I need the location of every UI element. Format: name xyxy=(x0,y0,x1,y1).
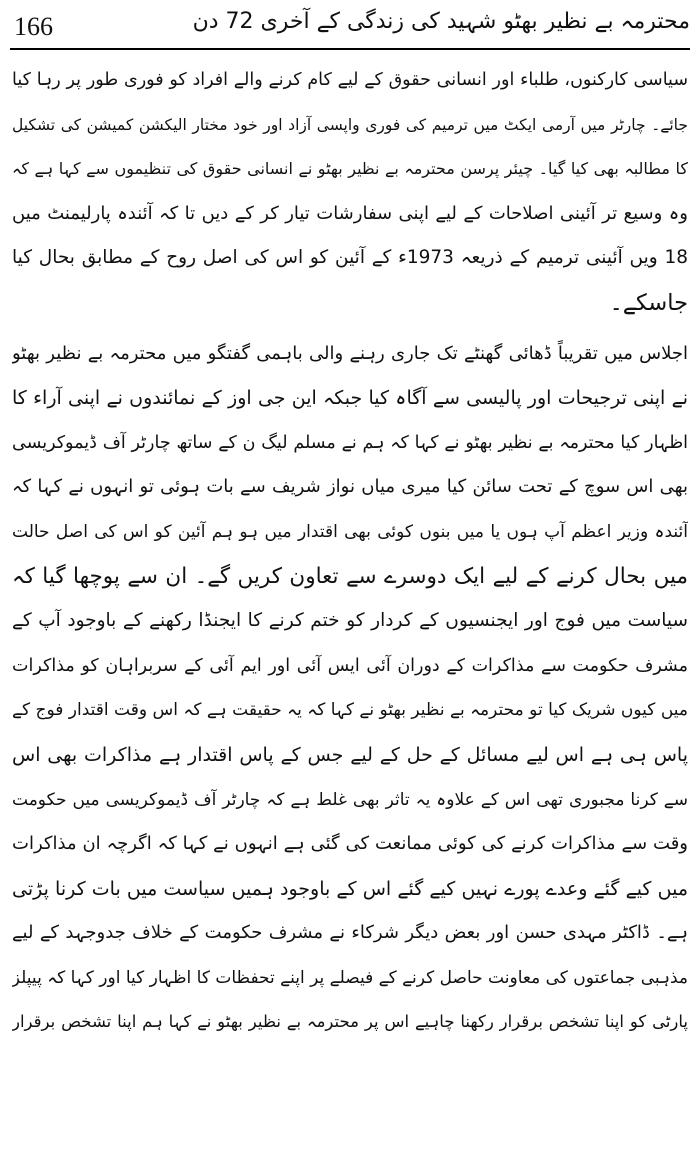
text-line: میں بحال کرنے کے لیے ایک دوسرے سے تعاون کریں گے۔ ان سے پوچھا گیا کہ xyxy=(12,563,688,589)
text-line: سیاست میں فوج اور ایجنسیوں کے کردار کو ختم کرنے کا ایجنڈا رکھنے کے باوجود آپ کے xyxy=(12,610,688,632)
text-line: وہ وسیع تر آئینی اصلاحات کے لیے اپنی سفارشات تیار کر کے دیں تا کہ آئندہ پارلیمنٹ میں xyxy=(12,202,688,224)
text-line: سیاسی کارکنوں، طلباء اور انسانی حقوق کے لیے کام کرنے والے افراد کو فوری طور پر رہا کیا xyxy=(12,70,688,90)
text-line: میں کیوں شریک کیا تو محترمہ بے نظیر بھٹو نے کہا کہ یہ حقیقت ہے کہ اس وقت اقتدار فوج کے xyxy=(12,700,688,721)
paragraph-2 xyxy=(12,332,688,1046)
text-line: بھی اس سوچ کے تحت سائن کیا میری میاں نواز شریف سے بات ہوئی تو انہوں نے کہا کہ xyxy=(12,476,688,498)
text-line: پاس ہی ہے اس لیے مسائل کے حل کے لیے جس کے پاس اقتدار ہے مذاکرات بھی اس xyxy=(12,743,688,766)
text-line: اجلاس میں تقریباً ڈھائی گھنٹے تک جاری رہنے والی باہمی گفتگو میں محترمہ بے نظیر بھٹو xyxy=(12,342,688,364)
text-line: 18 ویں آئینی ترمیم کے ذریعہ 1973ء کے آئین کو اس کی اصل روح کے مطابق بحال کیا xyxy=(12,247,688,269)
text-line: پارٹی کو اپنا تشخص برقرار رکھنا چاہیے اس پر محترمہ بے نظیر بھٹو نے کہا ہم اپنا تشخص برقرار xyxy=(12,1012,688,1032)
page-header xyxy=(10,0,690,50)
text-line: ہے۔ ڈاکٹر مہدی حسن اور بعض دیگر شرکاء نے مشرف حکومت کے خلاف جدوجہد کے لیے xyxy=(12,922,688,944)
text-line: جاسکے۔ xyxy=(609,289,688,316)
text-line: اظہار کیا محترمہ بے نظیر بھٹو نے کہا کہ ہم نے مسلم لیگ ن کے ساتھ چارٹر آف ڈیموکریسی xyxy=(12,432,688,453)
text-line: جائے۔ چارٹر میں آرمی ایکٹ میں ترمیم کی فوری واپسی آزاد اور خود مختار الیکشن کمیشن کی تشکیل xyxy=(12,115,688,134)
text-line: وقت سے مذاکرات کرنے کی کوئی ممانعت کی گئی ہے انہوں نے کہا کہ اگرچہ ان مذاکرات xyxy=(12,833,688,855)
page-number: 166 xyxy=(14,12,53,41)
body-text xyxy=(12,58,688,1045)
text-line: نے اپنی ترجیحات اور پالیسی سے آگاہ کیا جبکہ این جی اوز کے نمائندوں نے اپنی آراء کا xyxy=(12,387,688,410)
running-title: محترمہ بے نظیر بھٹو شہید کی زندگی کے آخری 72 دن xyxy=(192,9,690,34)
text-line: میں کیے گئے وعدے پورے نہیں کیے گئے اس کے باوجود ہمیں سیاست میں بات کرنا پڑتی xyxy=(12,877,688,900)
text-line: مذہبی جماعتوں کی معاونت حاصل کرنے کے فیصلے پر اپنے تحفظات کا اظہار کیا اور کہا کہ پیپلز xyxy=(12,967,688,988)
text-line: آئندہ وزیر اعظم آپ ہوں یا میں بنوں کوئی بھی اقتدار میں ہو ہم آئین کو اس کی اصل حالت xyxy=(12,521,688,542)
text-line: سے کرنا مجبوری تھی اس کے علاوہ یہ تاثر بھی غلط ہے کہ چارٹر آف ڈیموکریسی میں حکومت xyxy=(12,789,688,810)
paragraph-1 xyxy=(12,58,688,326)
text-line: مشرف حکومت سے مذاکرات کے دوران آئی ایس آئی اور ایم آئی کے سربراہان کو مذاکرات xyxy=(12,655,688,676)
text-line: کا مطالبہ بھی کیا گیا۔ چیئر پرسن محترمہ بے نظیر بھٹو نے انسانی حقوق کی تنظیموں سے کہا ہے کہ xyxy=(12,159,688,179)
